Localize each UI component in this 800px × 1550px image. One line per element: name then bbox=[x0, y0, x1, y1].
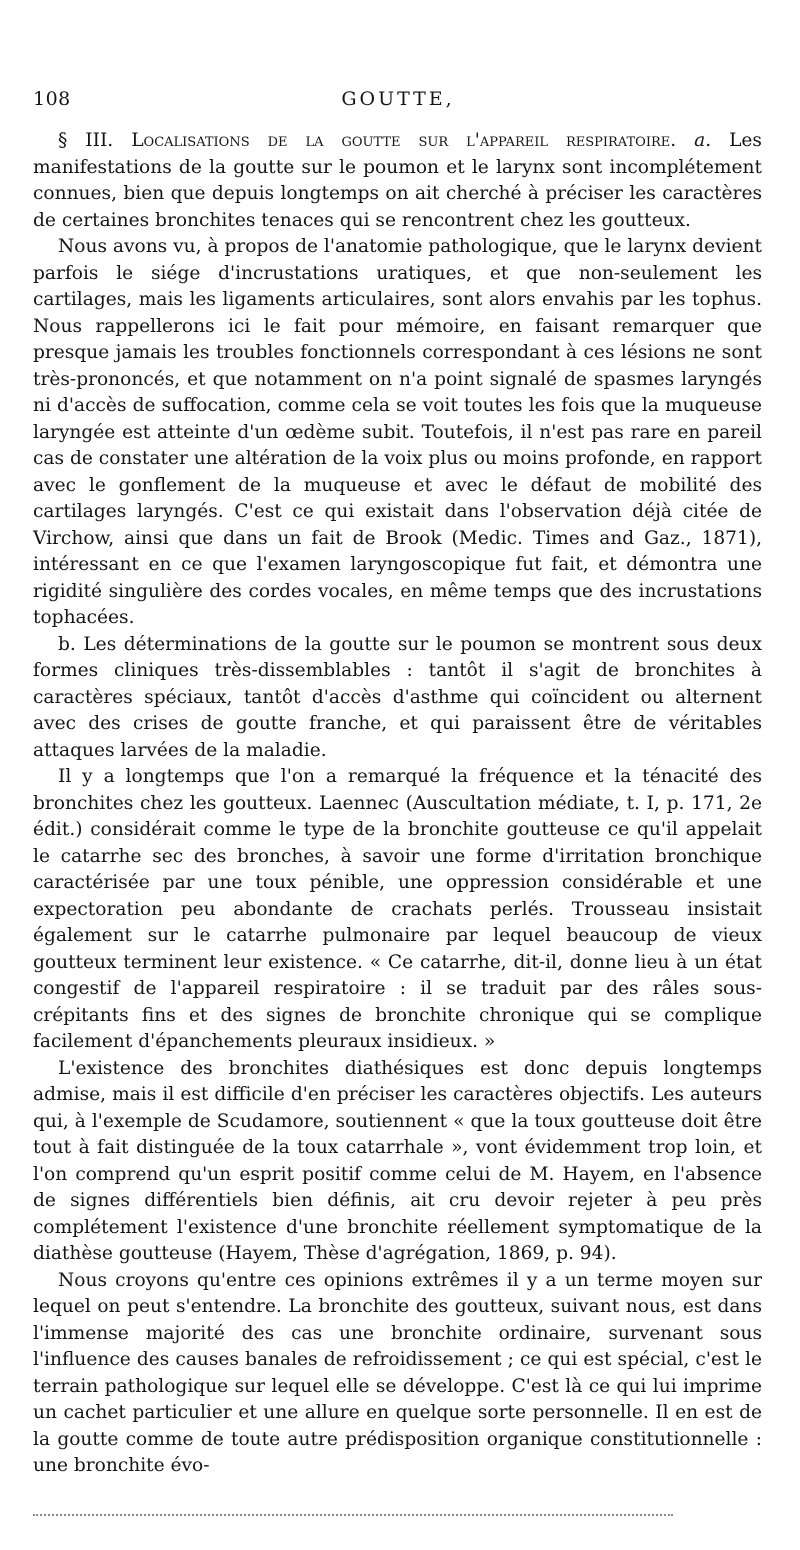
paragraph: b. Les déterminations de la goutte sur le poumon se montrent sous deux formes cliniques très-dissemblables : tantôt il s'agit de bronchites à caractères spéciaux, tantôt d'accès d'asthme qui coïncident ou alternent avec des crises de goutte franche, et qui paraissent être de véritables attaques larvées de la maladie. bbox=[33, 633, 762, 761]
running-head: GOUTTE, bbox=[341, 88, 455, 110]
page-header bbox=[33, 88, 763, 118]
paragraph: Il y a longtemps que l'on a remarqué la fréquence et la ténacité des bronchites chez les goutteux. Laennec (Auscultation médiate, t. I, p. 171, 2e édit.) considérait comme le type de la bronchite goutteuse ce qu'il appelait le catarrhe sec des bronches, à savoir une forme d'irritation bronchique caractérisée par une toux pénible, une oppression considérable et une expectoration peu abondante de crachats perlés. Trousseau insistait également sur le catarrhe pulmonaire par lequel beaucoup de vieux goutteux terminent leur existence. « Ce catarrhe, dit-il, donne lieu à un état congestif de l'appareil respiratoire : il se traduit par des râles sous-crépitants fins et des signes de bronchite chronique qui se complique facilement d'épanchements pleuraux insidieux. » bbox=[33, 766, 762, 1052]
paragraph: Nous avons vu, à propos de l'anatomie pathologique, que le larynx devient parfois le siége d'incrustations uratiques, et que non-seulement les cartilages, mais les ligaments articulaires, sont alors envahis par les tophus. Nous rappellerons ici le fait pour mémoire, en faisant remarquer que presque jamais les troubles fonctionnels correspondant à ces lésions ne sont très-prononcés, et que notamment on n'a point signalé de spasmes laryngés ni d'accès de suffocation, comme cela se voit toutes les fois que la muqueuse laryngée est atteinte d'un œdème subit. Toutefois, il n'est pas rare en pareil cas de constater une altération de la voix plus ou moins profonde, en rapport avec le gonflement de la muqueuse et avec le défaut de mobilité des cartilages laryngés. C'est ce qui existait dans l'observation déjà citée de Virchow, ainsi que dans un fait de Brook (Medic. Times and Gaz., 1871), intéressant en ce que l'examen laryngoscopique fut fait, et démontra une rigidité singulière des cordes vocales, en même temps que des incrustations tophacées. bbox=[33, 236, 762, 628]
paragraph: Nous croyons qu'entre ces opinions extrêmes il y a un terme moyen sur lequel on peut s'entendre. La bronchite des goutteux, suivant nous, est dans l'immense majorité des cas une bronchite ordinaire, survenant sous l'influence des causes banales de refroidissement ; ce qui est spécial, c'est le terrain pathologique sur lequel elle se développe. C'est là ce qui lui imprime un cachet particulier et une allure en quelque sorte personnelle. Il en est de la goutte comme de toute autre prédisposition organique constitutionnelle : une bronchite évo- bbox=[33, 1269, 762, 1476]
footer-dotted-rule bbox=[33, 1514, 673, 1516]
body-text bbox=[33, 128, 762, 1480]
page-number: 108 bbox=[33, 88, 71, 110]
section-title: Localisations de la goutte sur l'appareil respiratoire. bbox=[131, 130, 677, 151]
section-marker: § III. bbox=[58, 130, 132, 151]
paragraph: L'existence des bronchites diathésiques est donc depuis longtemps admise, mais il est difficile d'en préciser les caractères objectifs. Les auteurs qui, à l'exemple de Scudamore, soutiennent « que la toux goutteuse doit être tout à fait distinguée de la toux catarrhale », vont évidemment trop loin, et l'on comprend qu'un esprit positif comme celui de M. Hayem, en l'absence de signes différentiels bien définis, ait cru devoir rejeter à peu près complétement l'existence d'une bronchite réellement symptomatique de la diathèse goutteuse (Hayem, Thèse d'agrégation, 1869, p. 94). bbox=[33, 1057, 762, 1264]
paragraph bbox=[33, 128, 762, 234]
paragraph-text: Les manifestations de la goutte sur le poumon et le larynx sont incomplétement connues, bien que depuis longtemps on ait cherché à préciser les caractères de certaines bronchites tenaces qui se rencontrent chez les goutteux. bbox=[33, 130, 762, 231]
subsection-marker: a. bbox=[676, 130, 730, 151]
